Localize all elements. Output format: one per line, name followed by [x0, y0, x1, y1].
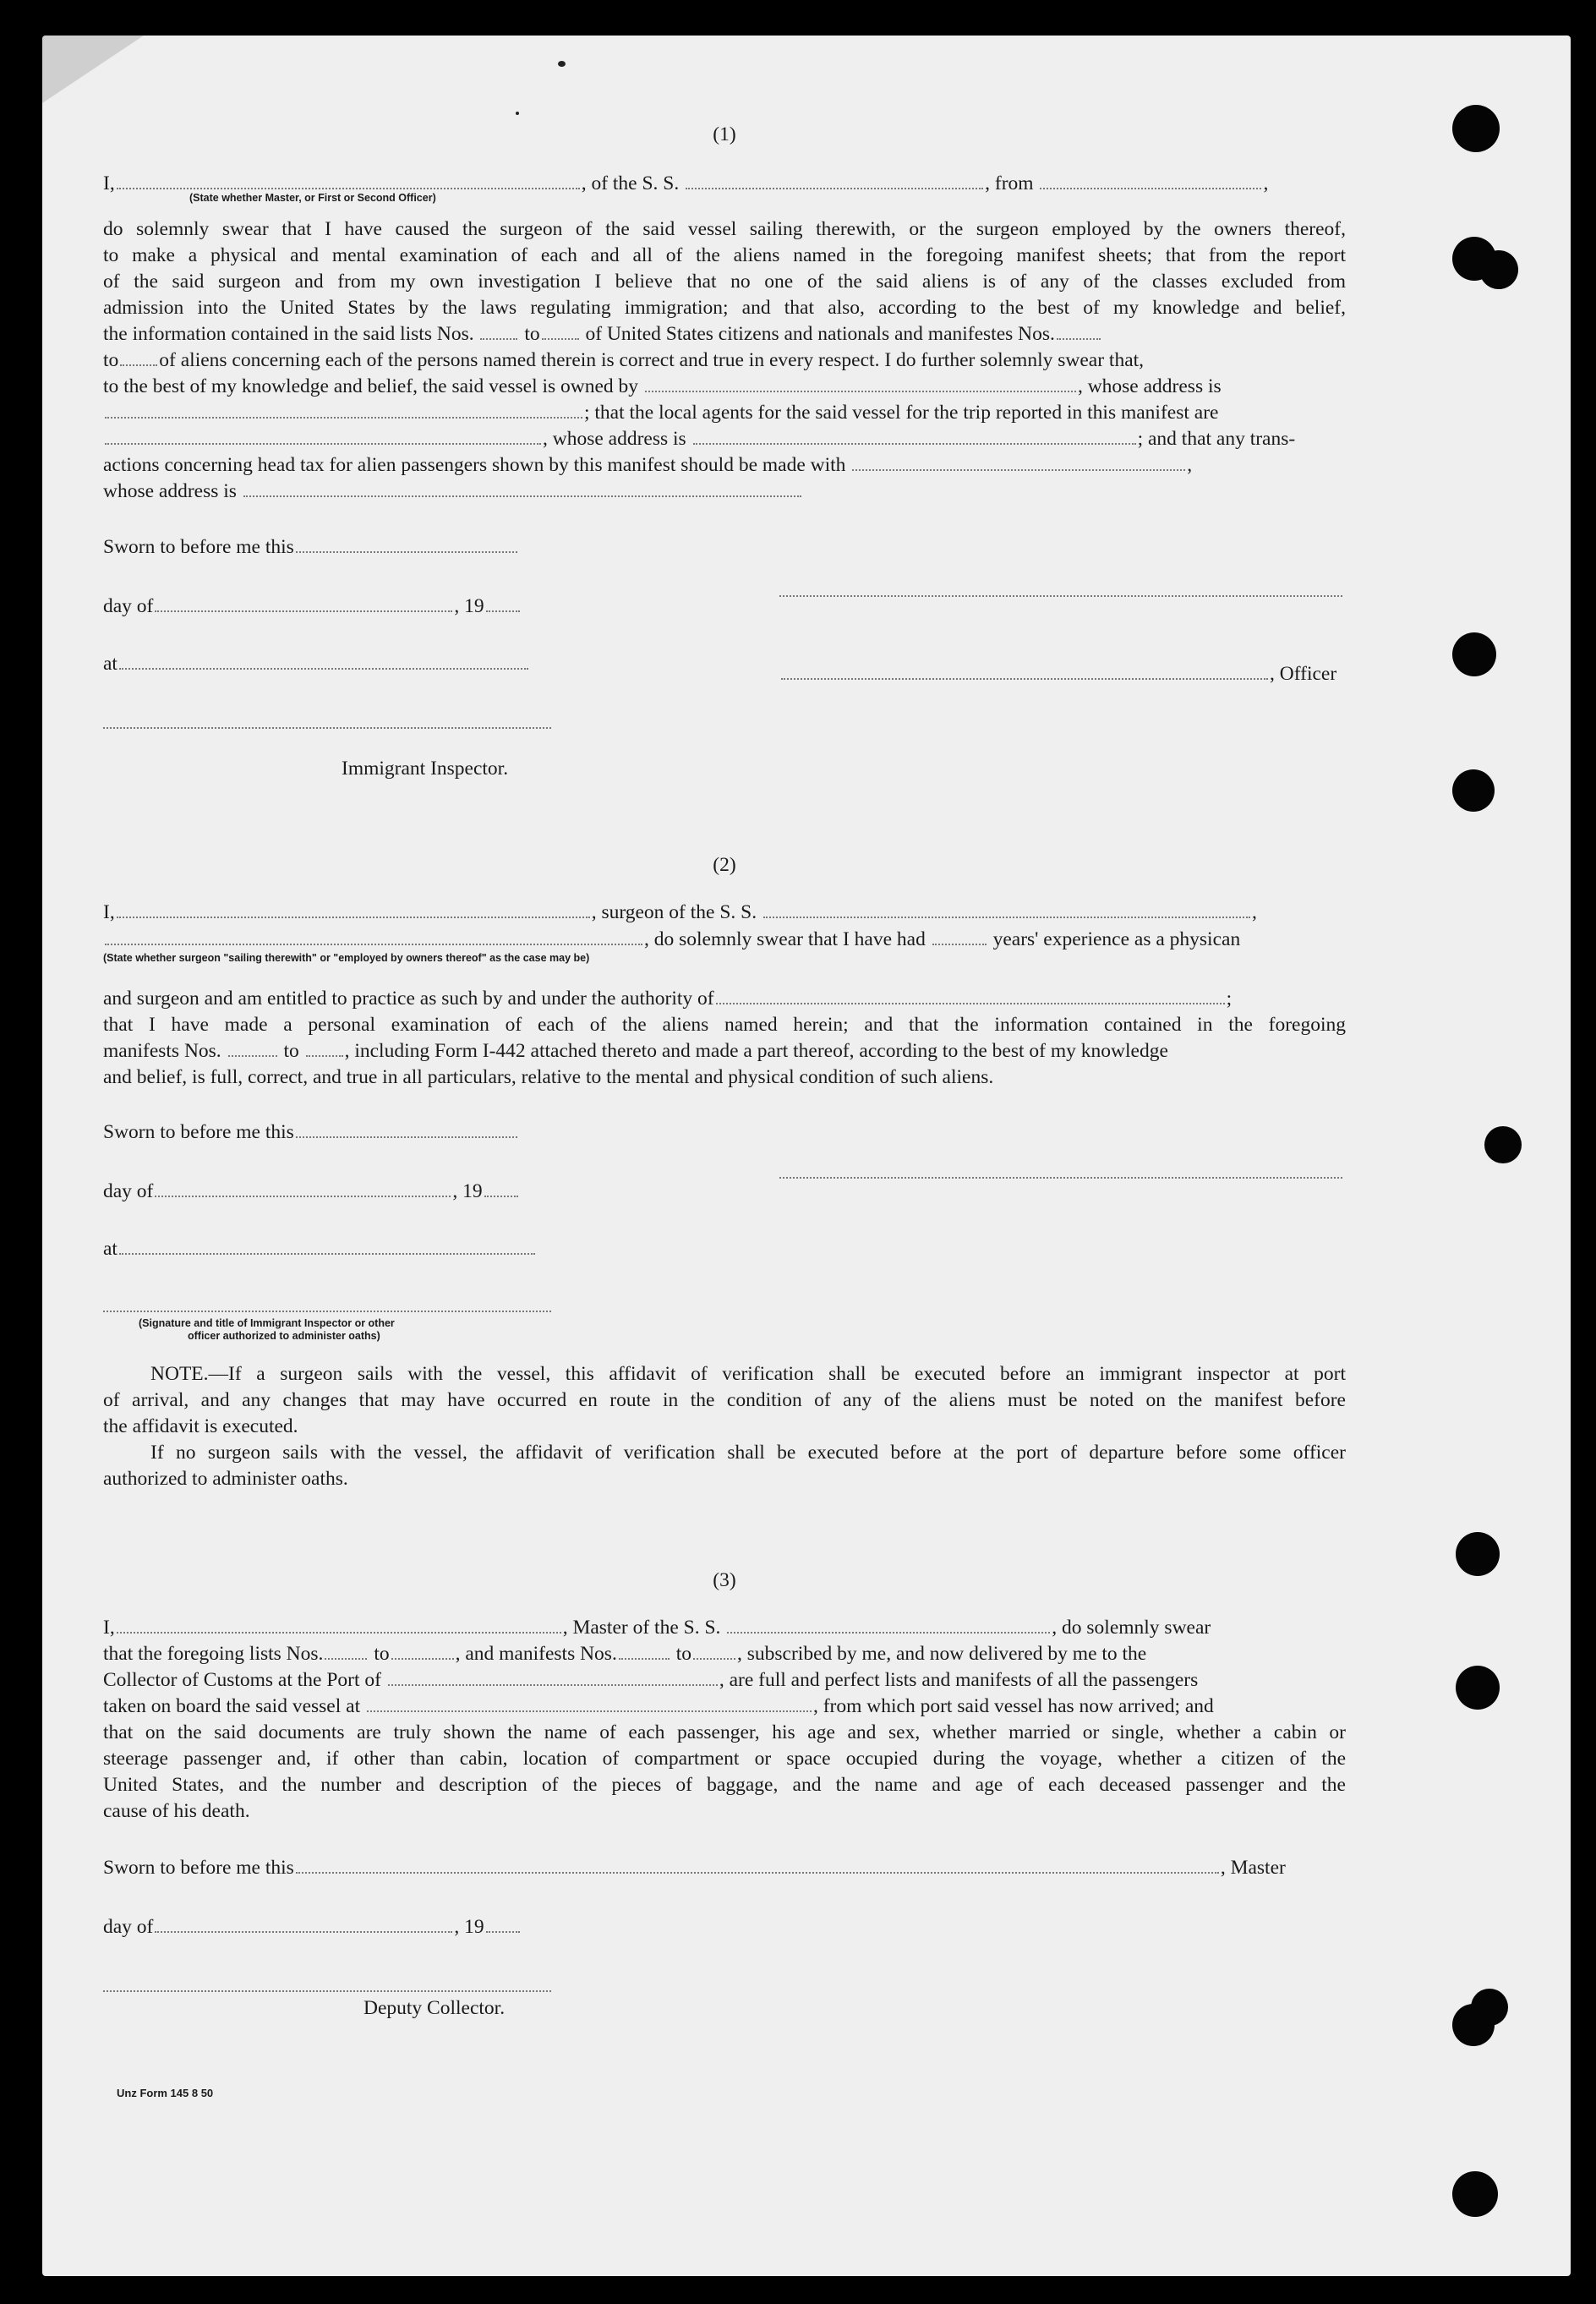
collector-signature-field[interactable]	[103, 1990, 551, 1992]
manifest-no-field[interactable]	[1057, 323, 1101, 340]
oath-text: cause of his death.	[103, 1800, 250, 1822]
oath-text: and surgeon and am entitled to practice as such by and under the authority of ;	[103, 988, 1233, 1010]
boarding-port-field[interactable]	[367, 1695, 812, 1712]
form-number: Unz Form 145 8 50	[117, 2087, 214, 2099]
manifest-no-field[interactable]	[228, 1040, 277, 1057]
collector-title: Deputy Collector.	[363, 1997, 506, 2019]
day-field[interactable]	[155, 1180, 451, 1197]
agents-address-field[interactable]	[693, 428, 1136, 445]
surgeon-name-field[interactable]	[117, 901, 590, 918]
inspector-title: Immigrant Inspector.	[342, 758, 509, 780]
note-text: authorized to administer oaths.	[103, 1468, 348, 1490]
years-field[interactable]	[932, 928, 987, 945]
surgeon-status-field[interactable]	[105, 928, 642, 945]
oath-text: to of aliens concerning each of the persons named therein is correct and true in every respect. I do further solemnly swear that,	[103, 349, 1145, 371]
list-no-field[interactable]	[480, 323, 517, 340]
oath-text: , whose address is ; and that any trans-	[103, 426, 1346, 452]
year-field[interactable]	[486, 1916, 520, 1933]
sworn-line: Sworn to before me this , Master	[103, 1857, 1286, 1879]
section-number: (3)	[713, 1569, 736, 1591]
head-tax-field[interactable]	[852, 454, 1185, 471]
officer-signature-field[interactable]	[781, 663, 1268, 680]
from-field[interactable]	[1040, 172, 1261, 189]
sworn-date-field[interactable]	[296, 1121, 517, 1138]
officer-line: , Officer	[779, 661, 1342, 687]
oath-text: Collector of Customs at the Port of , are full and perfect lists and manifests of all the passengers	[103, 1669, 1199, 1691]
master-signature-field[interactable]	[296, 1857, 1219, 1874]
punch-hole-icon	[1471, 1989, 1508, 2026]
oath-text: and belief, is full, correct, and true in all particulars, relative to the mental and physical condition of such aliens.	[103, 1066, 994, 1088]
sworn-line: Sworn to before me this	[103, 1119, 1346, 1146]
sworn-line: Sworn to before me this	[103, 534, 1346, 561]
day-field[interactable]	[155, 595, 452, 612]
oath-text: admission into the United States by the laws regulating immigration; and that also, according to the best of my knowledge and belief,	[103, 297, 1346, 319]
authority-field[interactable]	[716, 988, 1225, 1004]
port-field[interactable]	[388, 1669, 718, 1686]
vessel-field[interactable]	[727, 1617, 1050, 1634]
note-text: the affidavit is executed.	[103, 1415, 298, 1437]
oath-text: taken on board the said vessel at , from which port said vessel has now arrived; and	[103, 1695, 1214, 1717]
year-field[interactable]	[486, 595, 520, 612]
list-no-field[interactable]	[391, 1643, 454, 1660]
master-declaration-line: I, , Master of the S. S. , do solemnly swear	[103, 1617, 1211, 1639]
day-field[interactable]	[155, 1916, 452, 1933]
manifest-no-field[interactable]	[120, 349, 157, 366]
punch-hole-icon	[1452, 105, 1500, 152]
at-line: at	[103, 1236, 1346, 1262]
place-field[interactable]	[119, 1238, 535, 1255]
vessel-field[interactable]	[686, 172, 983, 189]
name-field[interactable]	[117, 172, 580, 189]
oath-text: ; that the local agents for the said vessel for the trip reported in this manifest are	[103, 400, 1346, 426]
oath-text: the information contained in the said lists Nos. to of United States citizens and nationals and manifestes Nos.	[103, 321, 1346, 348]
at-line: at	[103, 651, 1346, 677]
punch-hole-icon	[1484, 1126, 1522, 1163]
oath-text: that on the said documents are truly shown the name of each passenger, his age and sex, whether married or single, whether a cabin or	[103, 1721, 1346, 1743]
surgeon-declaration-line: I, , surgeon of the S. S. ,	[103, 901, 1257, 923]
punch-hole-icon	[1452, 769, 1495, 812]
oath-text: of the said surgeon and from my own investigation I believe that no one of the said aliens is of any of the classes excluded from	[103, 271, 1346, 293]
oath-text: to make a physical and mental examination of each and all of the aliens named in the foregoing manifest sheets; that from the report	[103, 244, 1346, 266]
officer-note: (State whether Master, or First or Second Officer)	[189, 192, 436, 204]
note-text: NOTE.—If a surgeon sails with the vessel, this affidavit of verification shall be executed before an immigrant inspector at port	[150, 1363, 1346, 1385]
surgeon-note: (State whether surgeon "sailing therewith" or "employed by owners thereof" as the case may be)	[103, 952, 590, 964]
list-no-field[interactable]	[325, 1643, 367, 1660]
note-text: If no surgeon sails with the vessel, the affidavit of verification shall be executed before at the port of departure before some officer	[150, 1442, 1346, 1464]
punch-hole-icon	[1452, 632, 1496, 676]
oath-text: manifests Nos. to , including Form I-442 attached thereto and made a part thereof, according to the best of my knowledge	[103, 1040, 1168, 1062]
note-text: of arrival, and any changes that may have occurred en route in the condition of any of the aliens must be noted on the manifest before	[103, 1389, 1346, 1411]
manifest-no-field[interactable]	[619, 1643, 670, 1660]
section-number: (2)	[713, 854, 736, 876]
manifest-no-field[interactable]	[693, 1643, 735, 1660]
oath-text: that I have made a personal examination of each of the aliens named herein; and that the information contained in the foregoing	[103, 1014, 1346, 1036]
oath-text: whose address is	[103, 479, 1346, 505]
folded-corner	[42, 36, 144, 103]
oath-text: do solemnly swear that I have caused the surgeon of the said vessel sailing therewith, or the surgeon employed by the owners thereof,	[103, 218, 1346, 240]
section-number: (1)	[713, 123, 736, 145]
owner-address-field[interactable]	[105, 402, 582, 419]
punch-hole-icon	[1479, 250, 1518, 289]
signature-note: (Signature and title of Immigrant Inspector or other officer authorized to administer oaths)	[139, 1317, 395, 1342]
master-declaration-line: I, , of the S. S. , from ,	[103, 172, 1269, 194]
oath-text: to the best of my knowledge and belief, the said vessel is owned by , whose address is	[103, 375, 1222, 397]
year-field[interactable]	[484, 1180, 518, 1197]
agents-field[interactable]	[105, 428, 541, 445]
vessel-field[interactable]	[763, 901, 1250, 918]
list-no-field[interactable]	[542, 323, 579, 340]
inspector-signature-field[interactable]	[103, 1311, 551, 1312]
oath-text: steerage passenger and, if other than cabin, location of compartment or space occupied during the voyage, whether a citizen of the	[103, 1748, 1346, 1770]
sworn-date-field[interactable]	[296, 536, 517, 553]
master-name-field[interactable]	[117, 1617, 561, 1634]
day-line: day of , 19	[103, 594, 1346, 620]
surgeon-experience-line: , do solemnly swear that I have had years' experience as a physican	[103, 927, 1346, 953]
manifest-no-field[interactable]	[306, 1040, 343, 1057]
owner-field[interactable]	[645, 375, 1076, 392]
inspector-signature-field[interactable]	[103, 727, 551, 729]
oath-text: that the foregoing lists Nos. to , and manifests Nos. to , subscribed by me, and now delivered by me to the	[103, 1643, 1147, 1665]
punch-hole-icon	[1456, 1532, 1500, 1576]
oath-text: United States, and the number and description of the pieces of baggage, and the name and age of each deceased passenger and the	[103, 1774, 1346, 1796]
day-line: day of , 19	[103, 1914, 1346, 1940]
day-line: day of , 19	[103, 1179, 1346, 1205]
oath-text: actions concerning head tax for alien passengers shown by this manifest should be made with ,	[103, 454, 1193, 476]
place-field[interactable]	[119, 653, 528, 670]
punch-hole-icon	[1456, 1666, 1500, 1710]
head-tax-address-field[interactable]	[243, 480, 801, 497]
punch-hole-icon	[1452, 2171, 1498, 2217]
form-page	[42, 36, 1571, 2276]
